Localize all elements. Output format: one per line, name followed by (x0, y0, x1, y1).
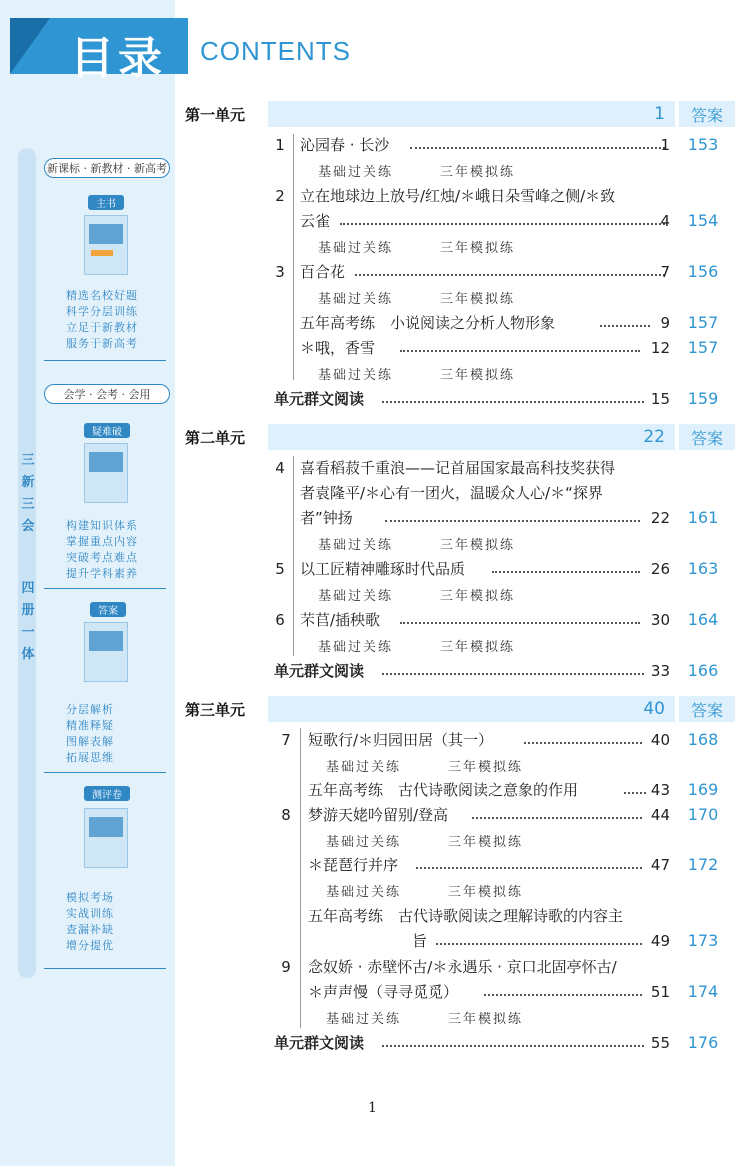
difficulty-book-cover (84, 443, 128, 503)
tests-desc: 模拟考场 实战训练 查漏补缺 增分提优 (66, 891, 114, 952)
toc-entry[interactable]: 3 百合花 7 156 (275, 262, 719, 281)
unit-page: 1 (268, 101, 675, 127)
vertical-strip (18, 148, 36, 978)
vertical-slogan-1: 三新三会 (21, 453, 35, 534)
divider (44, 360, 166, 361)
toc-entry[interactable]: 4 喜看稻菽千重浪——记首届国家最高科技奖获得 (275, 459, 616, 477)
sub-basic: 基础过关练 (318, 538, 394, 553)
pill-slogan-1: 新课标 · 新教材 · 新高考 (44, 158, 170, 178)
tag-answers: 答案 (90, 602, 126, 617)
tag-main-book: 主书 (88, 195, 124, 210)
answer-header: 答案 (679, 696, 735, 722)
toc-entry[interactable]: ＊琵琶行并序 47 172 (308, 855, 719, 874)
sub-mock: 三年模拟练 (448, 760, 524, 775)
toc-entry-cont[interactable]: 者”钟扬 22 161 (300, 508, 719, 527)
sub-mock: 三年模拟练 (448, 835, 524, 850)
divider (44, 772, 166, 773)
toc-entry[interactable]: 1 沁园春 · 长沙 1 153 (275, 135, 719, 154)
unit-name: 第二单元 (185, 428, 246, 447)
sub-basic: 基础过关练 (318, 292, 394, 307)
toc-entry[interactable]: ＊哦，香雪 12 157 (300, 338, 719, 357)
sub-basic: 基础过关练 (326, 885, 402, 900)
difficulty-desc: 构建知识体系 掌握重点内容 突破考点难点 提升学科素养 (66, 519, 138, 580)
sub-mock: 三年模拟练 (440, 589, 516, 604)
unit-header (185, 696, 735, 722)
toc-entry[interactable]: 五年高考练 古代诗歌阅读之理解诗歌的内容主 (308, 907, 624, 925)
toc-entry-cont[interactable]: 旨 49 173 (412, 931, 719, 950)
pill-slogan-2: 会学 · 会考 · 会用 (44, 384, 170, 404)
answers-desc: 分层解析 精准释疑 图解表解 拓展思维 (66, 703, 114, 764)
toc-entry[interactable]: 五年高考练 古代诗歌阅读之意象的作用 43 169 (308, 780, 719, 799)
sub-mock: 三年模拟练 (440, 368, 516, 383)
unit-header (185, 424, 735, 450)
sub-mock: 三年模拟练 (448, 885, 524, 900)
unit-name: 第三单元 (185, 700, 246, 719)
tag-difficulty: 疑难破 (84, 423, 130, 438)
unit-header (185, 101, 735, 127)
page-subtitle: CONTENTS (200, 36, 351, 66)
sub-basic: 基础过关练 (318, 368, 394, 383)
toc-entry[interactable]: 5 以工匠精神雕琢时代品质 26 163 (275, 559, 719, 578)
page-number: 1 (368, 1100, 377, 1116)
answer-header: 答案 (679, 101, 735, 127)
sub-basic: 基础过关练 (318, 640, 394, 655)
toc-entry[interactable]: 2 立在地球边上放号/红烛/＊峨日朵雪峰之侧/＊致 (275, 187, 616, 205)
sub-mock: 三年模拟练 (440, 241, 516, 256)
vertical-slogan-2: 四册一体 (21, 581, 35, 662)
unit-reading-entry[interactable]: 单元群文阅读 15 159 (274, 389, 719, 408)
title-fold (10, 18, 50, 74)
divider (44, 968, 166, 969)
toc-entry[interactable]: 7 短歌行/＊归园田居（其一） 40 168 (281, 730, 719, 749)
sub-basic: 基础过关练 (318, 241, 394, 256)
toc-entry-cont[interactable]: 者袁隆平/＊心有一团火，温暖众人心/＊“探界 (300, 484, 603, 502)
toc-entry-cont[interactable]: 云雀 4 154 (300, 211, 719, 230)
toc-entry[interactable]: 五年高考练 小说阅读之分析人物形象 9 157 (300, 313, 719, 332)
toc-entry[interactable]: 9 念奴娇 · 赤壁怀古/＊永遇乐 · 京口北固亭怀古/ (281, 958, 617, 976)
toc-entry[interactable]: 8 梦游天姥吟留别/登高 44 170 (281, 805, 719, 824)
sub-mock: 三年模拟练 (440, 165, 516, 180)
unit-page: 22 (268, 424, 675, 450)
unit-page: 40 (268, 696, 675, 722)
answers-book-cover (84, 622, 128, 682)
sub-basic: 基础过关练 (326, 1012, 402, 1027)
main-book-desc: 精选名校好题 科学分层训练 立足于新教材 服务于新高考 (66, 289, 138, 350)
sub-basic: 基础过关练 (318, 165, 394, 180)
tests-book-cover (84, 808, 128, 868)
unit-reading-entry[interactable]: 单元群文阅读 55 176 (274, 1033, 719, 1052)
sub-basic: 基础过关练 (326, 835, 402, 850)
page-title: 目录 (70, 33, 166, 84)
tag-tests: 测评卷 (84, 786, 130, 801)
sub-basic: 基础过关练 (318, 589, 394, 604)
toc-entry[interactable]: 6 芣苢/插秧歌 30 164 (275, 610, 719, 629)
sub-mock: 三年模拟练 (440, 292, 516, 307)
toc-entry-cont[interactable]: ＊声声慢（寻寻觅觅） 51 174 (308, 982, 719, 1001)
unit-reading-entry[interactable]: 单元群文阅读 33 166 (274, 661, 719, 680)
answer-header: 答案 (679, 424, 735, 450)
unit-name: 第一单元 (185, 105, 246, 124)
main-book-cover (84, 215, 128, 275)
sub-basic: 基础过关练 (326, 760, 402, 775)
sub-mock: 三年模拟练 (448, 1012, 524, 1027)
divider (44, 588, 166, 589)
sub-mock: 三年模拟练 (440, 538, 516, 553)
sub-mock: 三年模拟练 (440, 640, 516, 655)
